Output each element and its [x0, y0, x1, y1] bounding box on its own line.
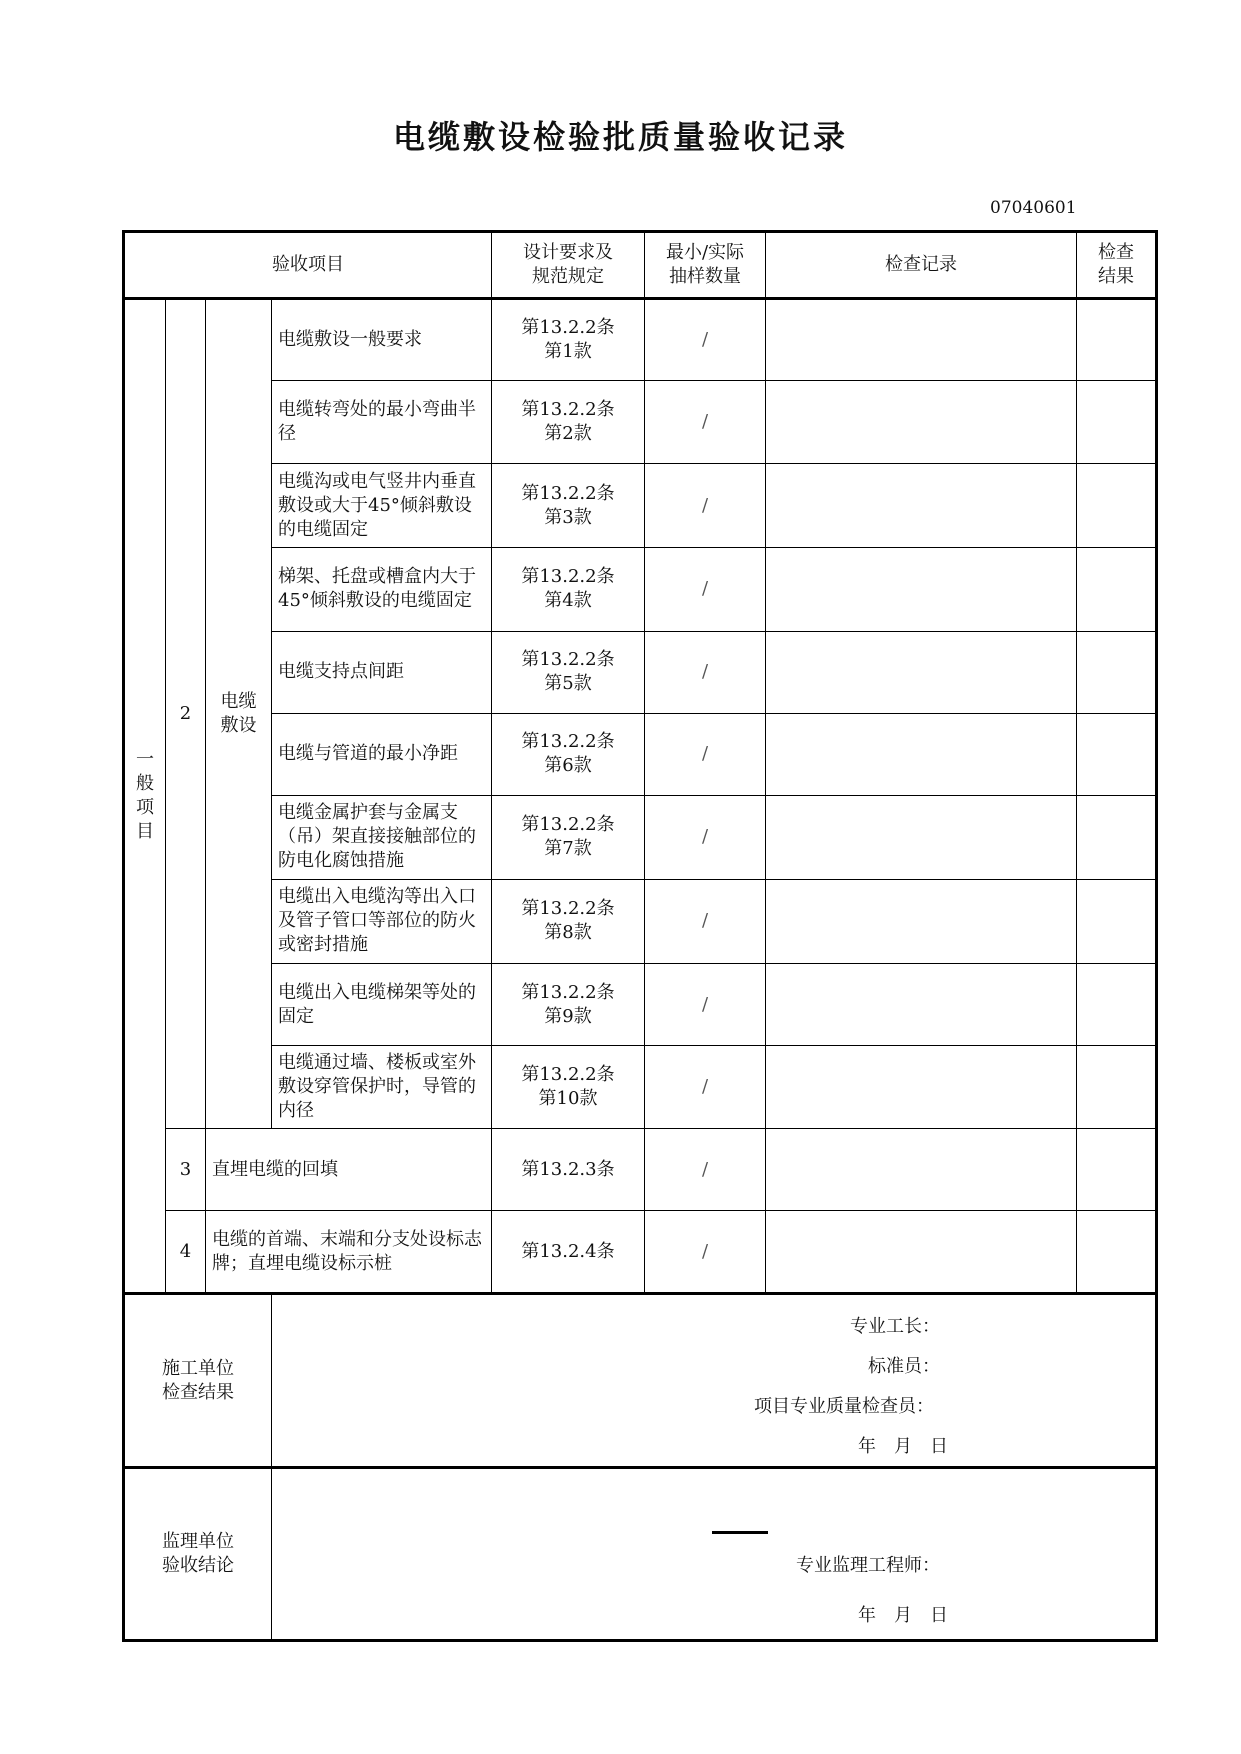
spec-line2: 第6款: [544, 755, 592, 777]
spec-line1: 第13.2.2条: [521, 566, 615, 588]
form-code: 07040601: [990, 198, 1077, 218]
table-row: [124, 795, 1157, 879]
table-row: [124, 1046, 1157, 1129]
item-text: 梯架、托盘或槽盒内大于45°倾斜敷设的电缆固定: [272, 548, 492, 631]
spec-cell: [492, 464, 645, 548]
result-cell[interactable]: [1077, 1046, 1157, 1129]
category-char: 般: [136, 773, 154, 795]
spec-line2: 第5款: [544, 673, 592, 695]
supervision-label-line2: 验收结论: [162, 1554, 234, 1576]
record-cell[interactable]: [766, 381, 1077, 464]
spec-line1: 第13.2.2条: [521, 317, 615, 339]
category-char: 目: [136, 821, 154, 843]
header-result: [1077, 232, 1157, 299]
group2-name-line1: 电缆: [220, 691, 257, 713]
spec-line2: 第10款: [538, 1088, 598, 1110]
table-row: [124, 631, 1157, 713]
signature-line: [712, 1531, 768, 1534]
supervision-sign-area[interactable]: [272, 1467, 1157, 1640]
standard-officer-label: 标准员：: [868, 1356, 940, 1378]
result-cell[interactable]: [1077, 963, 1157, 1045]
spec-cell: [492, 713, 645, 795]
category-char: 一: [136, 749, 154, 771]
row3-number: 3: [166, 1129, 206, 1211]
sample-cell: /: [645, 963, 766, 1045]
record-cell[interactable]: [766, 1046, 1077, 1129]
group2-name: [206, 299, 272, 1129]
result-cell[interactable]: [1077, 548, 1157, 631]
category-char: 项: [136, 797, 154, 819]
record-cell[interactable]: [766, 631, 1077, 713]
header-sample-line2: 抽样数量: [669, 266, 741, 288]
inspection-form-table: [122, 230, 1158, 1642]
spec-line1: 第13.2.2条: [521, 1064, 615, 1086]
record-cell[interactable]: [766, 713, 1077, 795]
sample-cell: /: [645, 879, 766, 963]
spec-line2: 第9款: [544, 1005, 592, 1027]
spec-cell: [492, 795, 645, 879]
spec-cell: [492, 1046, 645, 1129]
sample-cell: /: [645, 713, 766, 795]
table-row: [124, 713, 1157, 795]
record-cell[interactable]: [766, 879, 1077, 963]
sample-cell: /: [645, 795, 766, 879]
spec-line1: 第13.2.2条: [521, 814, 615, 836]
header-sample: [645, 232, 766, 299]
record-cell[interactable]: [766, 1129, 1077, 1211]
record-cell[interactable]: [766, 464, 1077, 548]
spec-line1: 第13.2.2条: [521, 898, 615, 920]
header-design-line2: 规范规定: [532, 266, 604, 288]
header-result-line2: 结果: [1098, 266, 1134, 288]
supervision-label-line1: 监理单位: [162, 1530, 234, 1552]
spec-line2: 第3款: [544, 506, 592, 528]
item-text: 电缆沟或电气竖井内垂直敷设或大于45°倾斜敷设的电缆固定: [272, 464, 492, 548]
table-row: [124, 381, 1157, 464]
table-row: [124, 963, 1157, 1045]
supervising-engineer-label: 专业监理工程师：: [796, 1554, 940, 1576]
result-cell[interactable]: [1077, 795, 1157, 879]
sample-cell: /: [645, 548, 766, 631]
result-cell[interactable]: [1077, 713, 1157, 795]
record-cell[interactable]: [766, 963, 1077, 1045]
result-cell[interactable]: [1077, 1129, 1157, 1211]
spec-line2: 第2款: [544, 423, 592, 445]
sample-cell: /: [645, 1211, 766, 1294]
sample-cell: /: [645, 1129, 766, 1211]
spec-line2: 第1款: [544, 341, 592, 363]
record-cell[interactable]: [766, 548, 1077, 631]
result-cell[interactable]: [1077, 1211, 1157, 1294]
spec-line2: 第4款: [544, 590, 592, 612]
header-design-line1: 设计要求及: [523, 242, 613, 264]
spec-cell: 第13.2.3条: [492, 1129, 645, 1211]
item-text: 电缆与管道的最小净距: [272, 713, 492, 795]
supervision-label: [124, 1467, 272, 1640]
spec-cell: [492, 631, 645, 713]
construction-label-line1: 施工单位: [162, 1357, 234, 1379]
item-text: 电缆支持点间距: [272, 631, 492, 713]
sample-cell: /: [645, 1046, 766, 1129]
header-design: [492, 232, 645, 299]
table-row: [124, 299, 1157, 381]
spec-cell: [492, 879, 645, 963]
item-text: 电缆的首端、末端和分支处设标志牌；直埋电缆设标示桩: [206, 1211, 492, 1294]
sample-cell: /: [645, 381, 766, 464]
sample-cell: /: [645, 631, 766, 713]
result-cell[interactable]: [1077, 381, 1157, 464]
result-cell[interactable]: [1077, 464, 1157, 548]
spec-cell: [492, 299, 645, 381]
item-text: 电缆出入电缆沟等出入口及管子管口等部位的防火或密封措施: [272, 879, 492, 963]
spec-cell: [492, 381, 645, 464]
supervision-date: 年 月 日: [858, 1604, 948, 1626]
group2-number: 2: [166, 299, 206, 1129]
page-title: 电缆敷设检验批质量验收记录: [392, 118, 848, 156]
table-row: [124, 548, 1157, 631]
spec-line2: 第7款: [544, 838, 592, 860]
quality-inspector-label: 项目专业质量检查员：: [754, 1396, 934, 1418]
result-cell[interactable]: [1077, 879, 1157, 963]
record-cell[interactable]: [766, 299, 1077, 381]
sample-cell: /: [645, 299, 766, 381]
header-row: [124, 232, 1157, 299]
header-record: 检查记录: [766, 232, 1077, 299]
table-row: [124, 1211, 1157, 1294]
spec-line1: 第13.2.2条: [521, 731, 615, 753]
item-text: 电缆金属护套与金属支（吊）架直接接触部位的防电化腐蚀措施: [272, 795, 492, 879]
item-text: 电缆出入电缆梯架等处的固定: [272, 963, 492, 1045]
sample-cell: /: [645, 464, 766, 548]
header-sample-line1: 最小/实际: [665, 242, 745, 264]
construction-sign-area[interactable]: [272, 1294, 1157, 1467]
table-row: [124, 464, 1157, 548]
row4-number: 4: [166, 1211, 206, 1294]
item-text: 电缆转弯处的最小弯曲半径: [272, 381, 492, 464]
construction-label-line2: 检查结果: [162, 1381, 234, 1403]
spec-cell: [492, 963, 645, 1045]
spec-line1: 第13.2.2条: [521, 482, 615, 504]
construction-date: 年 月 日: [858, 1436, 948, 1458]
construction-label: [124, 1294, 272, 1467]
group2-name-line2: 敷设: [220, 715, 257, 737]
spec-line1: 第13.2.2条: [521, 981, 615, 1003]
spec-cell: [492, 548, 645, 631]
spec-cell: 第13.2.4条: [492, 1211, 645, 1294]
header-result-line1: 检查: [1098, 242, 1134, 264]
record-cell[interactable]: [766, 1211, 1077, 1294]
item-text: 电缆通过墙、楼板或室外敷设穿管保护时，导管的内径: [272, 1046, 492, 1129]
supervision-row: [124, 1467, 1157, 1640]
spec-line1: 第13.2.2条: [521, 649, 615, 671]
foreman-label: 专业工长：: [850, 1316, 940, 1338]
category-general-cell: [124, 299, 166, 1294]
item-text: 直埋电缆的回填: [206, 1129, 492, 1211]
spec-line2: 第8款: [544, 922, 592, 944]
table-row: [124, 879, 1157, 963]
table-row: [124, 1129, 1157, 1211]
result-cell[interactable]: [1077, 299, 1157, 381]
spec-line1: 第13.2.2条: [521, 399, 615, 421]
result-cell[interactable]: [1077, 631, 1157, 713]
construction-row: [124, 1294, 1157, 1467]
header-item: 验收项目: [124, 232, 492, 299]
item-text: 电缆敷设一般要求: [272, 299, 492, 381]
record-cell[interactable]: [766, 795, 1077, 879]
